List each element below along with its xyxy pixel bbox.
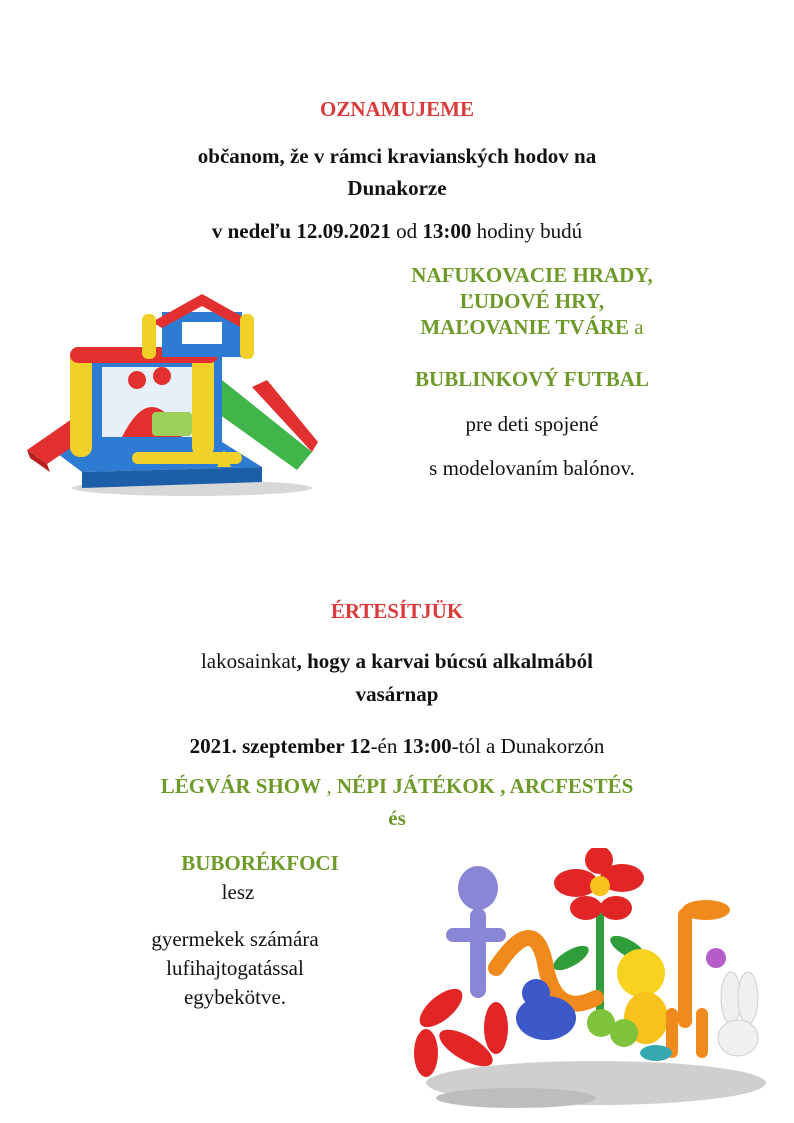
sk-act3-line <box>352 314 712 340</box>
hu-line2: vasárnap <box>355 682 439 706</box>
sk-line2: Dunakorze <box>347 176 447 200</box>
bouncy-castle-illustration <box>22 292 318 498</box>
heading-ertesitjuk: ÉRTESÍTJÜK <box>330 599 464 623</box>
hu-line1 <box>0 648 794 674</box>
hu-time: 13:00 <box>402 734 452 758</box>
sk-for2: s modelovaním balónov. <box>429 456 635 480</box>
sk-act2: ĽUDOVÉ HRY, <box>459 289 605 313</box>
hu-date: 2021. szeptember 12 <box>189 734 371 758</box>
hu-for2: lufihajtogatással <box>166 956 304 980</box>
hu-date-line <box>0 733 794 759</box>
hu-rest: -tól a Dunakorzón <box>451 734 605 758</box>
hu-for1: gyermekek számára <box>151 927 319 951</box>
balloon-animals-illustration <box>396 848 766 1116</box>
sk-act1: NAFUKOVACIE HRADY, <box>411 263 653 287</box>
hu-date-suffix: -én <box>370 734 403 758</box>
hu-act1: LÉGVÁR SHOW <box>160 774 322 798</box>
sk-for1: pre deti spojené <box>465 412 599 436</box>
hu-line1a: lakosainkat <box>200 649 297 673</box>
hu-sep1: , <box>321 774 337 798</box>
hu-es: és <box>388 806 406 830</box>
sk-time: 13:00 <box>422 219 472 243</box>
sk-od: od <box>390 219 423 243</box>
hu-activities-line <box>0 773 794 799</box>
heading-oznamujeme: OZNAMUJEME <box>320 97 474 121</box>
hu-act3: BUBORÉKFOCI <box>181 851 339 875</box>
sk-rest: hodiny budú <box>471 219 583 243</box>
sk-act4: BUBLINKOVÝ FUTBAL <box>415 367 649 391</box>
sk-date: v nedeľu 12.09.2021 <box>211 219 391 243</box>
hu-for3: egybekötve. <box>183 985 287 1009</box>
hu-lesz: lesz <box>221 880 255 904</box>
hu-line1b: , hogy a karvai búcsú alkalmából <box>296 649 594 673</box>
sk-act3: MAĽOVANIE TVÁRE <box>420 315 630 339</box>
sk-line1: občanom, že v rámci kravianských hodov na <box>197 144 597 168</box>
sk-activities <box>352 262 712 340</box>
sk-date-line <box>0 218 794 244</box>
sk-act3b: a <box>629 315 644 339</box>
hu-act2: NÉPI JÁTÉKOK , ARCFESTÉS <box>336 774 634 798</box>
